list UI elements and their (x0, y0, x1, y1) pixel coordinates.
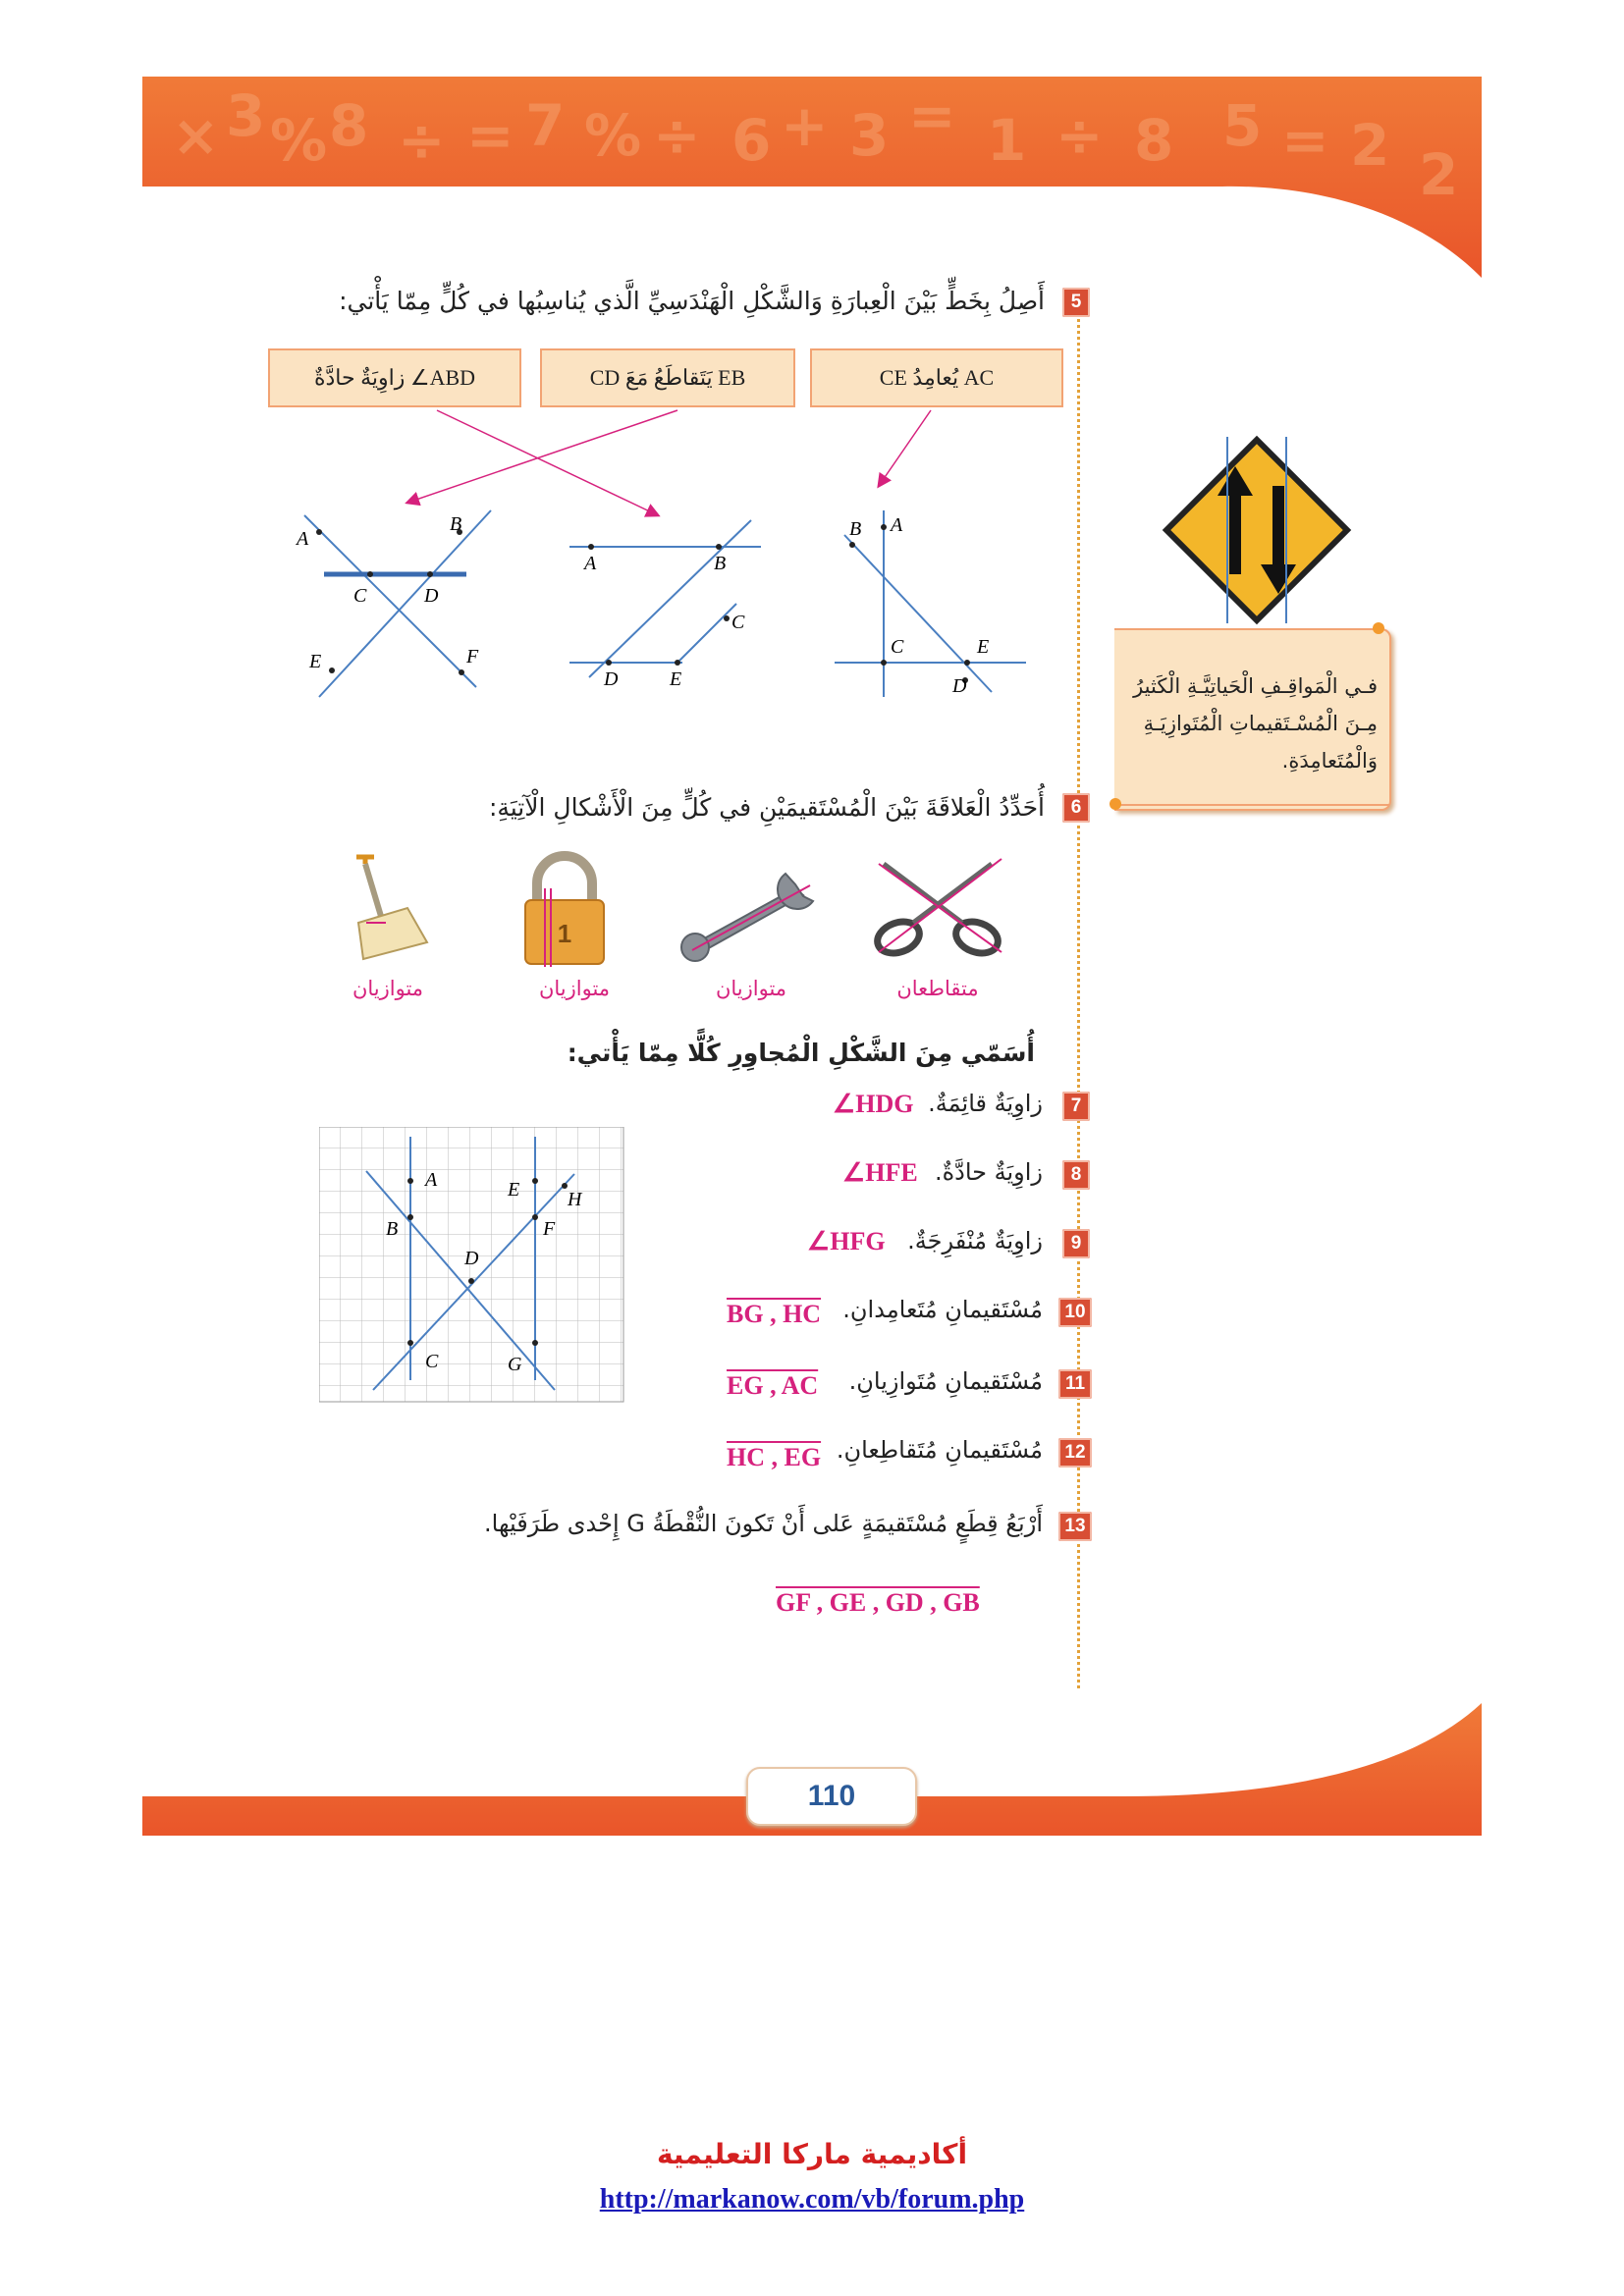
svg-text:E: E (670, 668, 682, 690)
question-13-answer: GF , GE , GD , GB (776, 1588, 980, 1617)
question-13-text: أَرْبَعُ قِطَعٍ مُسْتَقيمَةٍ عَلى أَنْ تَكونَ النُّقْطَةُ G إِحْدى طَرَفَيْها. (484, 1510, 1043, 1537)
page-number-badge (746, 1767, 917, 1826)
sidebar-dot (1110, 798, 1121, 810)
svg-text:E: E (309, 651, 322, 672)
svg-text:C: C (353, 585, 367, 607)
grid-figure (319, 1127, 625, 1404)
sidebar-line-1: فـي الْمَواقِـفِ الْحَياتِيَّـةِ الْكَثيرُ (1133, 674, 1378, 698)
svg-text:÷: ÷ (398, 107, 446, 174)
svg-text:A: A (425, 1169, 438, 1191)
statement-box-angle: ABD∠ زاوِيَةٌ حادَّةٌ (268, 348, 521, 407)
svg-text:=: = (466, 102, 514, 169)
svg-text:×: × (172, 102, 220, 169)
shovel-icon (339, 849, 437, 972)
svg-text:+: + (781, 92, 829, 159)
sidebar-text (1127, 667, 1378, 779)
padlock-icon (515, 849, 614, 972)
svg-text:1: 1 (557, 919, 572, 948)
svg-text:8: 8 (329, 92, 369, 159)
svg-text:7: 7 (525, 92, 566, 159)
item-9-answer: ∠HFG (807, 1227, 886, 1255)
question-number-6: 6 (1062, 793, 1090, 823)
question-number-13: 13 (1058, 1512, 1092, 1541)
item-11-label: مُسْتَقيمانِ مُتَوازِيانِ. (848, 1367, 1043, 1395)
svg-text:B: B (849, 518, 862, 540)
svg-text:B: B (386, 1218, 399, 1240)
svg-text:C: C (731, 612, 745, 633)
question-number-10: 10 (1058, 1298, 1092, 1327)
svg-text:1: 1 (987, 107, 1027, 174)
svg-text:D: D (952, 675, 967, 697)
svg-text:C: C (891, 636, 904, 658)
svg-text:2: 2 (1350, 112, 1390, 179)
svg-text:D: D (464, 1248, 479, 1269)
svg-text:%: % (584, 102, 642, 169)
scissors-icon (864, 854, 1011, 967)
svg-text:%: % (270, 107, 328, 174)
figure-intersecting-lines (285, 496, 511, 702)
answer-scissors: متقاطعان (896, 977, 979, 1000)
svg-text:6: 6 (731, 107, 772, 174)
svg-text:=: = (908, 82, 956, 149)
page-number: 110 (807, 1780, 856, 1812)
svg-text:E: E (977, 636, 990, 658)
question-6-text: أُحَدِّدُ الْعَلاقَةَ بَيْنَ الْمُسْتَقيمَيْنِ في كُلٍّ مِنَ الْأَشْكالِ الْآتِيَةِ: (488, 793, 1045, 822)
svg-text:A: A (297, 528, 309, 550)
svg-text:5: 5 (1222, 92, 1263, 159)
question-number-5: 5 (1062, 288, 1090, 317)
svg-text:F: F (543, 1218, 556, 1240)
svg-text:A: A (584, 553, 597, 574)
svg-text:E: E (508, 1179, 520, 1201)
item-9-label: زاوِيَةٌ مُنْفَرِجَةٌ. (907, 1227, 1043, 1255)
sidebar-line-2: مِـنَ الْمُسْـتَقيماتِ الْمُتَوازِيَـةِ (1143, 712, 1378, 735)
svg-text:C: C (425, 1351, 439, 1372)
answer-shovel: متوازيان (352, 977, 424, 1000)
item-10-label: مُسْتَقيمانِ مُتَعامِدانِ. (842, 1296, 1043, 1323)
academy-link[interactable]: http://markanow.com/vb/forum.php (599, 2184, 1025, 2215)
road-sign-icon (1159, 432, 1355, 628)
sidebar-line-3: وَالْمُتَعامِدَةِ. (1281, 749, 1378, 773)
svg-text:=: = (1281, 107, 1329, 174)
answer-wrench: متوازيان (715, 977, 787, 1000)
svg-text:2: 2 (1419, 141, 1459, 208)
item-10-answer: BG , HC (727, 1300, 822, 1328)
answer-padlock: متوازيان (538, 977, 611, 1000)
svg-text:÷: ÷ (653, 102, 701, 169)
figure-perpendicular-lines (830, 506, 1031, 702)
item-12-label: مُسْتَقيمانِ مُتَقاطِعانِ. (836, 1436, 1043, 1464)
question-5-text: أَصِلُ بِخَطٍّ بَيْنَ الْعِبارَةِ وَالشَّكْلِ الْهَنْدَسِيِّ الَّذي يُناسِبُها في كُلٍّ مِمّا يَأْتي: (339, 287, 1045, 315)
question-number-12: 12 (1058, 1438, 1092, 1468)
question-number-8: 8 (1062, 1160, 1090, 1190)
question-number-7: 7 (1062, 1092, 1090, 1121)
item-8-answer: ∠HFE (842, 1158, 918, 1187)
sidebar-dot-top (1373, 622, 1384, 634)
svg-text:G: G (508, 1354, 522, 1375)
item-8-label: زاوِيَةٌ حادَّةٌ. (934, 1158, 1043, 1186)
item-11-answer: EG , AC (727, 1371, 819, 1400)
statement-box-perpendicular: AC يُعامِدُ CE (810, 348, 1063, 407)
svg-text:H: H (568, 1189, 582, 1210)
svg-text:8: 8 (1134, 107, 1174, 174)
academy-name: أكاديمية ماركا التعليمية (656, 2138, 968, 2170)
svg-text:A: A (891, 514, 903, 536)
item-7-answer: ∠HDG (833, 1090, 914, 1118)
item-7-label: زاوِيَةٌ قائِمَةٌ. (928, 1090, 1043, 1117)
svg-text:3: 3 (226, 82, 266, 149)
section-heading: أُسَمّي مِنَ الشَّكْلِ الْمُجاوِرِ كُلًّا مِمّا يَأْتي: (567, 1039, 1035, 1067)
svg-text:F: F (466, 646, 479, 667)
statement-box-intersect: EB يَتَقاطَعُ مَعَ CD (540, 348, 795, 407)
sidebar-connector (1119, 804, 1389, 806)
svg-text:B: B (714, 553, 727, 574)
svg-text:3: 3 (849, 102, 890, 169)
wrench-icon (677, 864, 825, 962)
figure-parallel-lines (565, 515, 771, 697)
item-12-answer: HC , EG (727, 1443, 822, 1471)
question-number-11: 11 (1058, 1369, 1092, 1399)
svg-text:B: B (450, 513, 462, 535)
svg-text:D: D (424, 585, 439, 607)
question-number-9: 9 (1062, 1229, 1090, 1258)
svg-text:÷: ÷ (1056, 102, 1104, 169)
svg-text:D: D (604, 668, 619, 690)
